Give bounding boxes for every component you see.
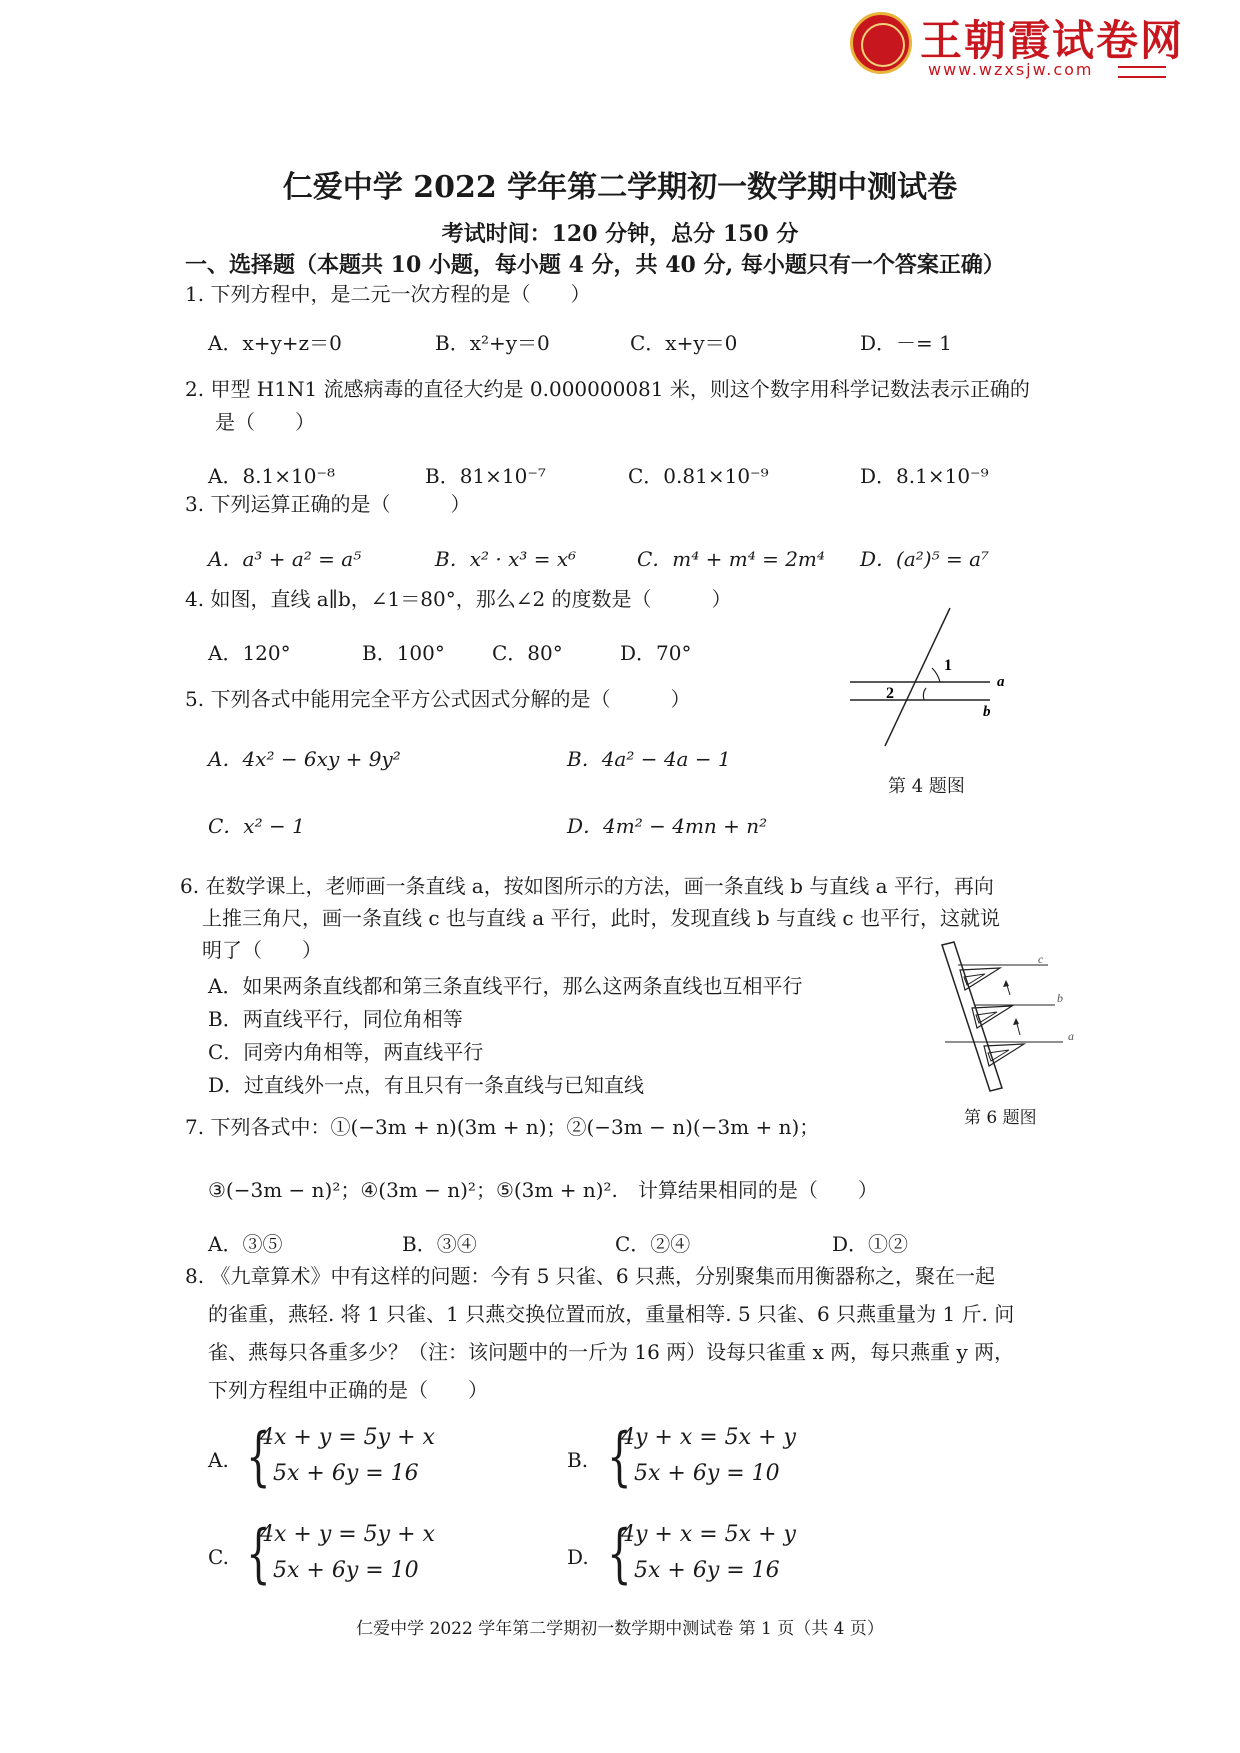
label-b: b <box>983 704 991 720</box>
question-8-stem-line3: 雀、燕每只各重多少？（注：该问题中的一斤为 16 两）设每只雀重 x 两，每只燕重 y 两， <box>208 1340 1015 1364</box>
q5-option-c: C．x² − 1 <box>208 814 305 838</box>
question-5-stem: 5. 下列各式中能用完全平方公式因式分解的是（ ） <box>185 687 691 711</box>
q7-option-a: A．③⑤ <box>208 1232 283 1256</box>
q3-option-d: D．(a²)⁵ = a⁷ <box>860 547 990 571</box>
q8-c-eq2: 5x + 6y = 10 <box>273 1558 419 1583</box>
q3-option-b: B．x² · x³ = x⁶ <box>435 547 577 571</box>
q6-option-c: C．同旁内角相等，两直线平行 <box>208 1040 484 1064</box>
q4-figure <box>840 600 1020 760</box>
q1-option-b: B．x²+y＝0 <box>435 331 550 355</box>
question-3-stem: 3. 下列运算正确的是（ ） <box>185 492 471 516</box>
page-footer: 仁爱中学 2022 学年第二学期初一数学期中测试卷 第 1 页（共 4 页） <box>356 1619 884 1639</box>
q8-c-eq1: 4x + y = 5y + x <box>260 1522 435 1547</box>
brace: { <box>607 1517 632 1591</box>
angle-2-arc <box>923 688 926 700</box>
q8-option-d-label: D. <box>567 1545 589 1569</box>
q2-option-d: D．8.1×10⁻⁹ <box>860 464 989 488</box>
brace: { <box>246 1420 271 1494</box>
question-6-stem-line1: 6. 在数学课上，老师画一条直线 a，按如图所示的方法，画一条直线 b 与直线 a 平行，再向 <box>180 874 994 898</box>
q8-b-eq2: 5x + 6y = 10 <box>634 1461 780 1486</box>
question-1-stem: 1. 下列方程中，是二元一次方程的是（ ） <box>185 282 591 306</box>
q1-option-c: C．x+y＝0 <box>630 331 738 355</box>
q8-b-eq1: 4y + x = 5x + y <box>621 1425 796 1450</box>
site-logo <box>850 10 1185 85</box>
arrowhead-icon <box>1003 980 1009 987</box>
label-1: 1 <box>944 657 952 674</box>
q1-option-a: A．x+y+z＝0 <box>208 331 342 355</box>
label-a: a <box>997 674 1005 690</box>
q6-figure <box>930 940 1090 1110</box>
section-heading: 一、选择题（本题共 10 小题，每小题 4 分，共 40 分, 每小题只有一个答案正确） <box>185 252 1005 278</box>
q4-figure-caption: 第 4 题图 <box>888 776 965 797</box>
page-title: 仁爱中学 2022 学年第二学期初一数学期中测试卷 <box>282 170 958 205</box>
question-2-stem-line1: 2. 甲型 H1N1 流感病毒的直径大约是 0.000000081 米，则这个数字用科学记数法表示正确的 <box>185 377 1030 401</box>
logo-emblem-icon <box>850 12 912 74</box>
label-a: a <box>1068 1029 1074 1043</box>
label-2: 2 <box>886 685 894 702</box>
q6-option-d: D．过直线外一点，有且只有一条直线与已知直线 <box>208 1073 645 1097</box>
label-c: c <box>1038 952 1044 966</box>
q8-d-eq1: 4y + x = 5x + y <box>621 1522 796 1547</box>
q2-option-b: B．81×10⁻⁷ <box>425 464 546 488</box>
angle-1-arc <box>932 668 940 682</box>
triangle-ruler-bottom <box>984 1044 1024 1066</box>
logo-decoration <box>1118 66 1166 78</box>
q5-option-b: B．4a² − 4a − 1 <box>567 747 731 771</box>
q5-option-d: D．4m² − 4mn + n² <box>567 814 768 838</box>
q6-figure-caption: 第 6 题图 <box>964 1108 1037 1128</box>
q8-option-c-label: C. <box>208 1545 229 1569</box>
brace: { <box>246 1517 271 1591</box>
brace: { <box>607 1420 632 1494</box>
q8-a-eq2: 5x + 6y = 16 <box>273 1461 419 1486</box>
q3-option-c: C．m⁴ + m⁴ = 2m⁴ <box>637 547 825 571</box>
question-6-stem-line2: 上推三角尺，画一条直线 c 也与直线 a 平行，此时，发现直线 b 与直线 c 也平行，这就说 <box>202 906 1000 930</box>
question-2-stem-line2: 是（ ） <box>215 410 315 434</box>
q1-option-d: D．－= 1 <box>860 331 952 355</box>
q2-option-a: A．8.1×10⁻⁸ <box>208 464 336 488</box>
q4-option-c: C．80° <box>492 641 563 665</box>
q8-option-b-label: B. <box>567 1448 589 1472</box>
q4-option-d: D．70° <box>620 641 692 665</box>
ruler <box>942 942 1002 1091</box>
question-7-stem-line2: ③(−3m − n)²；④(3m − n)²；⑤(3m + n)². 计算结果相同的是（ ） <box>208 1178 878 1202</box>
transversal-line <box>885 608 950 746</box>
q6-option-b: B．两直线平行，同位角相等 <box>208 1007 463 1031</box>
q7-option-b: B．③④ <box>402 1232 477 1256</box>
label-b: b <box>1057 991 1063 1005</box>
q6-option-a: A．如果两条直线都和第三条直线平行，那么这两条直线也互相平行 <box>208 974 803 998</box>
question-8-stem-line2: 的雀重，燕轻. 将 1 只雀、1 只燕交换位置而放，重量相等. 5 只雀、6 只燕重量为 1 斤. 问 <box>208 1302 1015 1326</box>
q5-option-a: A．4x² − 6xy + 9y² <box>208 747 401 771</box>
q3-option-a: A．a³ + a² = a⁵ <box>208 547 362 571</box>
q4-option-b: B．100° <box>362 641 445 665</box>
exam-info: 考试时间：120 分钟，总分 150 分 <box>441 221 799 247</box>
logo-url: www.wzxsjw.com <box>928 60 1094 79</box>
q7-option-d: D．①② <box>832 1232 909 1256</box>
q2-option-c: C．0.81×10⁻⁹ <box>628 464 769 488</box>
question-8-stem-line4: 下列方程组中正确的是（ ） <box>208 1378 488 1402</box>
q8-a-eq1: 4x + y = 5y + x <box>260 1425 435 1450</box>
question-7-stem-line1: 7. 下列各式中：①(−3m + n)(3m + n)；②(−3m − n)(−3m + n)； <box>185 1115 820 1139</box>
logo-name: 王朝霞试卷网 <box>920 16 1185 65</box>
q8-d-eq2: 5x + 6y = 16 <box>634 1558 780 1583</box>
question-4-stem: 4. 如图，直线 a∥b，∠1＝80°，那么∠2 的度数是（ ） <box>185 587 732 611</box>
arrowhead-icon <box>1013 1018 1019 1025</box>
q4-option-a: A．120° <box>208 641 291 665</box>
question-8-stem-line1: 8. 《九章算术》中有这样的问题：今有 5 只雀、6 只燕，分别聚集而用衡器称之，聚在一起 <box>185 1264 995 1288</box>
q7-option-c: C．②④ <box>615 1232 691 1256</box>
q8-option-a-label: A. <box>208 1448 229 1472</box>
question-6-stem-line3: 明了（ ） <box>202 938 322 962</box>
